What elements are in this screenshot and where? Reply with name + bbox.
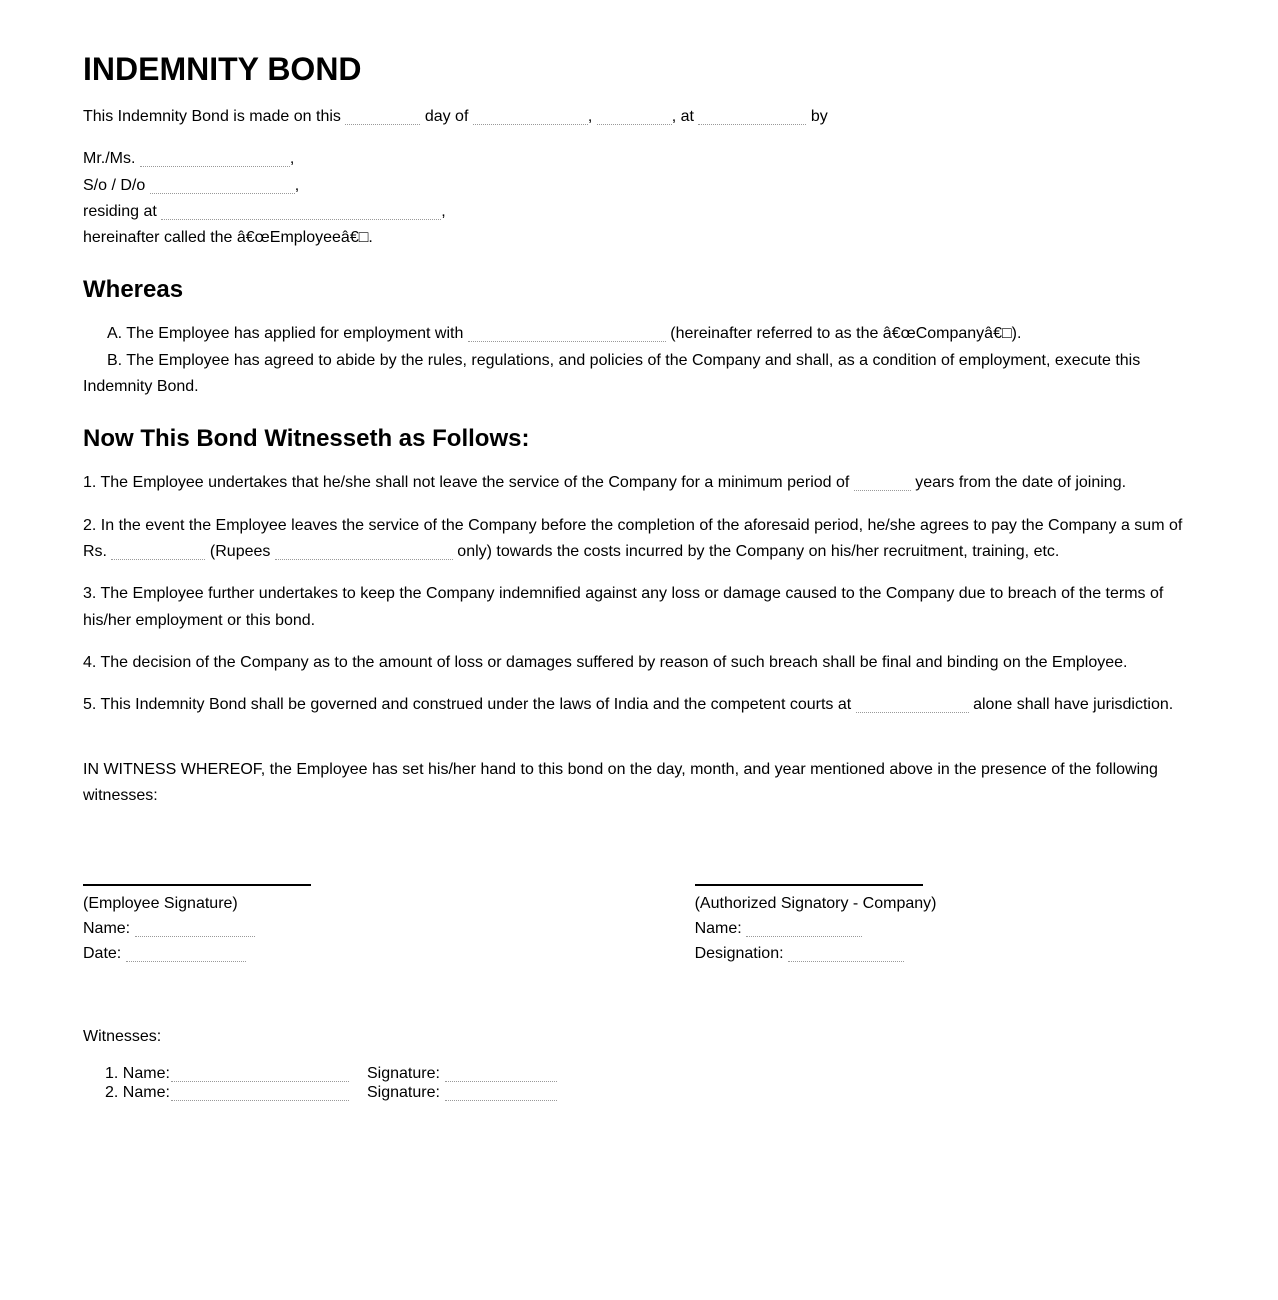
blank-witness1-signature — [445, 1066, 557, 1082]
employee-name-label: Name: — [83, 919, 131, 937]
intro-made-paragraph — [83, 104, 1195, 130]
party-residing-label: residing at — [83, 203, 157, 220]
clause-4: 4. The decision of the Company as to the amount of loss or damages suffered by reason of such breach shall be final and binding on the Employee. — [83, 654, 1128, 672]
blank-employee-name — [140, 151, 290, 167]
clause-2-mid: (Rupees — [209, 542, 271, 560]
witness-whereof-paragraph: IN WITNESS WHEREOF, the Employee has set his/her hand to this bond on the day, month, and year mentioned above in the presence of the following witnesses: — [83, 760, 1158, 805]
blank-address — [161, 204, 441, 220]
blank-parent-name — [150, 178, 295, 194]
clause-3: 3. The Employee further undertakes to keep the Company indemnified against any loss or damage caused to the Company due to breach of the terms of his/her employment or this bond. — [83, 585, 1164, 629]
clause-1 — [83, 470, 1195, 496]
witnesses-list — [105, 1064, 1195, 1102]
employee-signature-caption: (Employee Signature) — [83, 894, 238, 912]
company-name-line — [695, 916, 1195, 941]
witness-row-1 — [105, 1064, 1195, 1083]
party-comma-1: , — [289, 150, 295, 168]
blank-company-name — [468, 326, 666, 342]
intro-made-pre: This Indemnity Bond is made on this — [83, 107, 341, 125]
company-signature-caption: (Authorized Signatory - Company) — [694, 894, 937, 912]
company-designation-label: Designation: — [694, 944, 784, 962]
party-hereinafter-text: hereinafter called the â€œEmployeeâ€□. — [83, 229, 373, 247]
whereas-heading: Whereas — [83, 275, 184, 303]
witness1-signature-label: Signature: — [367, 1065, 440, 1083]
clause-1-pre: 1. The Employee undertakes that he/she shall not leave the service of the Company for a minimum period of — [83, 474, 850, 492]
blank-place — [698, 109, 806, 125]
company-signature-block — [695, 884, 1195, 966]
blank-amount-words — [275, 544, 453, 560]
clause-5 — [83, 692, 1195, 718]
clause-2-pre: 2. In the event the Employee leaves the service of the Company before the completion of the aforesaid period, he/she agrees to pay the Company a sum of Rs. — [83, 516, 1183, 560]
clause-5-pre: 5. This Indemnity Bond shall be governed and construed under the laws of India and the competent courts at — [83, 696, 852, 714]
company-name-label: Name: — [694, 919, 742, 937]
party-comma-3: , — [441, 203, 446, 220]
clause-a-post: (hereinafter referred to as the â€œCompanyâ€□). — [670, 325, 1022, 343]
blank-signatory-name — [746, 921, 862, 937]
employee-date-label: Date: — [83, 944, 122, 962]
blank-year — [597, 109, 672, 125]
whereas-clause-a — [83, 321, 1195, 347]
blank-years — [854, 475, 911, 491]
blank-day — [345, 109, 420, 125]
witness2-signature-label: Signature: — [367, 1084, 440, 1102]
clause-2-post: only) towards the costs incurred by the Company on his/her recruitment, training, etc. — [457, 542, 1060, 560]
clause-1-post: years from the date of joining. — [915, 474, 1127, 492]
whereas-clause-b: B. The Employee has agreed to abide by the rules, regulations, and policies of the Company and shall, as a condition of employment, execute this Indemnity Bond. — [83, 351, 1141, 396]
blank-month — [473, 109, 588, 125]
employee-signature-line — [83, 884, 311, 886]
employee-signature-block — [83, 884, 695, 966]
blank-court-place — [856, 697, 969, 713]
company-signature-line — [695, 884, 923, 886]
witnesses-heading: Witnesses: — [83, 1027, 162, 1045]
intro-comma-1: , — [587, 107, 593, 125]
blank-amount-figures — [111, 544, 205, 560]
witness2-name-label: 2. Name: — [105, 1084, 170, 1102]
intro-day-of: day of — [424, 107, 469, 125]
blank-signatory-designation — [788, 946, 904, 962]
party-so-do-label: S/o / D/o — [83, 176, 146, 194]
intro-comma-at: , at — [671, 107, 694, 125]
blank-employee-sign-name — [135, 921, 255, 937]
witness1-name-label: 1. Name: — [105, 1065, 170, 1083]
party-details-paragraph — [83, 146, 1195, 252]
party-comma-2: , — [294, 176, 300, 194]
party-mr-ms-label: Mr./Ms. — [83, 150, 136, 168]
company-designation-line — [695, 941, 1195, 966]
document-title: INDEMNITY BOND — [83, 51, 362, 87]
clause-a-pre: A. The Employee has applied for employment with — [107, 325, 464, 343]
witnesseth-heading: Now This Bond Witnesseth as Follows: — [83, 424, 530, 452]
employee-date-line — [83, 941, 695, 966]
clause-5-post: alone shall have jurisdiction. — [973, 696, 1174, 714]
clause-2 — [83, 513, 1195, 566]
blank-witness2-name — [171, 1085, 349, 1101]
blank-employee-sign-date — [126, 946, 246, 962]
blank-witness1-name — [171, 1066, 349, 1082]
witness-row-2 — [105, 1083, 1195, 1102]
signature-section — [83, 884, 1195, 966]
blank-witness2-signature — [445, 1085, 557, 1101]
employee-name-line — [83, 916, 695, 941]
intro-by: by — [810, 107, 828, 125]
